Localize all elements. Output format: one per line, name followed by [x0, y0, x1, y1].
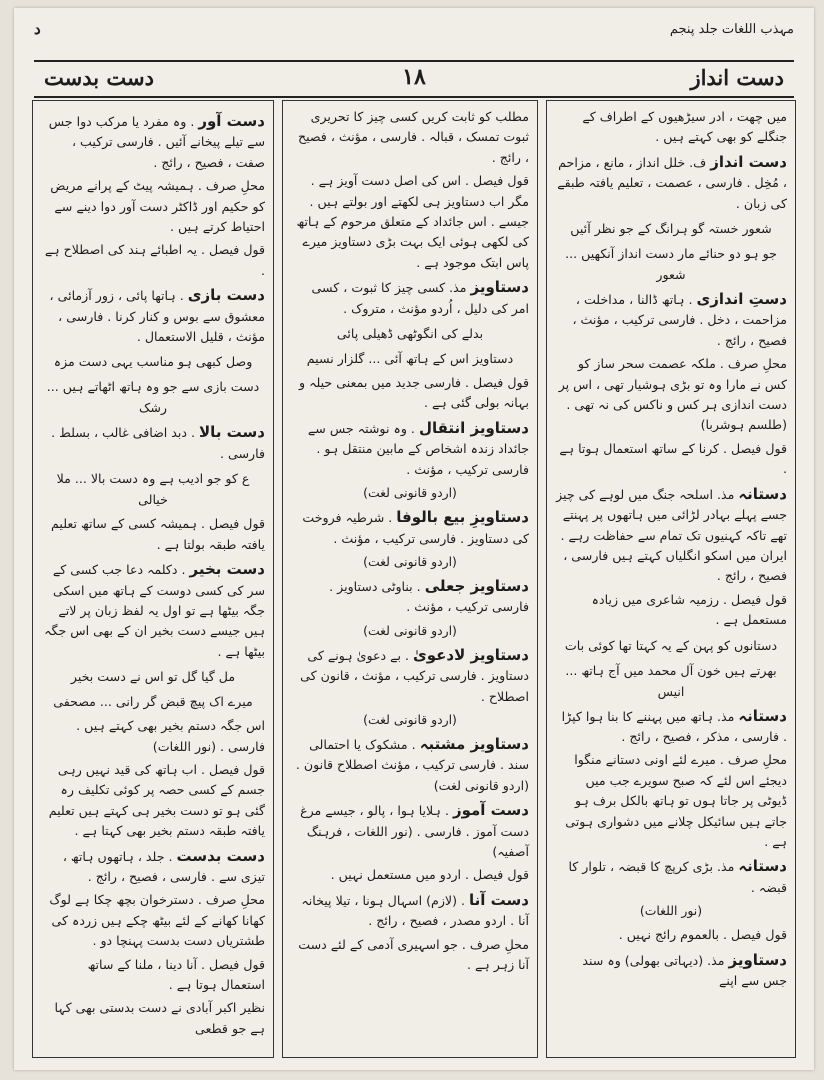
paragraph: محلِ صرف . جو اسہیری آدمی کے لئے دست آنا زہر ہے . — [298, 936, 529, 972]
dictionary-entry — [291, 800, 529, 862]
paragraph: قول فیصل . یہ اطبائے ہند کی اصطلاح ہے . — [44, 242, 265, 278]
paragraph: قول فیصل . کرنا کے ساتھ استعمال ہوتا ہے . — [559, 440, 787, 477]
dictionary-entry — [291, 507, 529, 549]
entry-headword: دست آموز — [452, 801, 529, 820]
dictionary-entry — [291, 277, 529, 319]
entry-definition: . (لازم) اسہال ہونا ، تیلا پیخانہ آنا . اردو مصدر ، فصیح ، رائج . — [301, 892, 529, 929]
dictionary-entry — [41, 846, 265, 888]
paragraph: محلِ صرف . ہمیشہ پیٹ کے پرانے مریض کو حکیم اور ڈاکٹر دست آور دوا دینے سے احتیاط کرتے ہیں . — [50, 178, 265, 235]
column-right — [546, 100, 796, 1058]
paragraph: قول فیصل . اس کی اصل دست آویز ہے . مگر اب دستاویز ہی لکھتے اور بولتے ہیں . جیسے . اس جائداد کے متعلق مرحوم کے ہاتھ کی لکھی ہوئی ایک بہت بڑی دستاویز میرے پاس ابتک موجود ہے . — [296, 173, 529, 270]
entry-headword: دستاویز مشتبہ — [419, 734, 529, 753]
entry-headword: دستانہ — [738, 857, 787, 876]
entry-headword: دست انداز — [710, 152, 787, 171]
running-head — [34, 14, 794, 54]
entry-headword: دست بخیر — [189, 560, 265, 579]
source-citation: (اردو قانونی لغت) — [363, 485, 457, 501]
entry-definition: . بے دعویٰ ہونے کی دستاویز . فارسی ترکیب ، مؤنث ، قانون کی اصطلاح . — [300, 647, 529, 704]
verse-line: دست بازی سے جو وہ ہاتھ اٹھاتے ہیں ... رشک — [46, 379, 260, 416]
paragraph: قول فیصل . فارسی جدید میں بمعنی حیلہ و بہانہ بولی گئی ہے . — [299, 375, 529, 411]
dictionary-entry — [291, 576, 529, 618]
entry-definition: . ہاتھا پائی ، زور آزمائی ، معشوق سے بوس و کنار کرنا . فارسی ، مؤنث ، قلیل الاستعمال . — [49, 288, 265, 345]
paragraph: مطلب کو ثابت کریں کسی چیز کا تحریری ثبوت تمسک ، قبالہ . فارسی ، مؤنث ، فصیح ، رائج . — [297, 109, 529, 165]
entry-definition: . دبد اضافی غالب ، بسلط . فارسی . — [51, 425, 265, 461]
entry-definition: . دکلمہ دعا جب کسی کے سر کی کسی دوست کے ہاتھ میں اسکی جگہ بیٹھا ہے تو اول یہ لفظ زبان پر لاتے ہیں جیسے دست بخیر ان کے بھی اس جگہ بیٹھا ہے . — [44, 562, 265, 659]
dictionary-entry — [555, 152, 787, 214]
paragraph: نظیر اکبر آبادی نے دست بدستی بھی کہا ہے جو قطعی — [54, 1000, 265, 1036]
verse-line: بھرتے ہیں خون آل محمد میں آج ہاتھ ... انیس — [565, 662, 777, 699]
verse-line: وصل کبھی ہو مناسب یہی دست مزہ — [53, 354, 253, 370]
paragraph: قول فیصل . آنا دینا ، ملنا کے ساتھ استعمال ہوتا ہے . — [87, 956, 265, 992]
entry-headword: دستانہ — [738, 706, 787, 725]
verse-line: میرے اک پیچ قبض گر رانی ... مصحفی — [53, 694, 253, 710]
verse-line: شعور خستہ گو ہرانگ کے جو نظر آئیں — [570, 221, 772, 237]
dictionary-entry — [291, 418, 529, 480]
verse-line: دستانوں کو پہن کے یہ کہتا تھا کوئی بات — [564, 637, 778, 653]
entry-headword: دستاویز — [470, 278, 529, 297]
paragraph: قول فیصل . اب ہاتھ کی قید نہیں رہی جسم کے کسی حصہ پر کوئی تکلیف رہ گئی ہو تو دست بخیر ہی کہتے ہیں تعلیم یافتہ طبقہ دستم بخیر بھی کہتا ہے . — [48, 761, 265, 839]
dictionary-entry — [291, 645, 529, 707]
dictionary-entry — [41, 285, 265, 347]
column-left — [32, 100, 274, 1058]
entry-definition: . وہ مفرد یا مرکب دوا جس سے تیلے پیخانے آئیں . فارسی ترکیب ، صفت ، فصیح ، رائج . — [48, 114, 265, 170]
paragraph: قول فیصل . بالعموم رائج نہیں . — [618, 927, 787, 943]
entry-headword: دست بدست — [176, 846, 265, 865]
paragraph: محلِ صرف . میرے لئے اونی دستانے منگوا دیجئے اس لئے کہ صبح سویرے جب میں ڈیوٹی پر جاتا ہوں تو ہاتھ بالکل برف ہو جاتے ہیں سائیکل چلانے میں دشواری ہوتی ہے . — [565, 752, 787, 849]
book-title: مہذب اللغات جلد پنجم — [669, 22, 794, 37]
entry-definition: مذ. بڑی کرپچ کا قبضہ ، تلوار کا قبضہ . — [568, 859, 787, 895]
entry-definition: مذ. اسلحہ جنگ میں لوہے کی چیز جسے پہلے بہادر لڑائی میں ہاتھوں پر پہنتے تھے تاکہ کہنیوں تک تمام سے حفاظت رہے . ایران میں اسکو انگلیاں کہتے ہیں فارسی ، فصیح ، رائج . — [556, 486, 787, 584]
dictionary-entry — [41, 559, 265, 662]
entry-definition: مذ. ہاتھ میں پہننے کا بنا ہوا کپڑا . فارسی ، مذکر ، فصیح ، رائج . — [561, 708, 787, 744]
dictionary-entry — [555, 484, 787, 587]
dictionary-entry — [41, 111, 265, 173]
paragraph: محلِ صرف . ملکہ عصمت سحر ساز کو کس نے مارا وہ تو بڑی ہوشیار تھی ، اس پر دست اندازی ہر کس و ناکس کی نہ تھی . (طلسم ہوشربا) — [558, 356, 787, 433]
source-citation: (اردو قانونی لغت) — [363, 553, 457, 569]
entry-definition: . جلد ، ہاتھوں ہاتھ ، تیزی سے . فارسی ، فصیح ، رائج . — [62, 848, 265, 884]
source-citation: (اردو قانونی لغت) — [363, 711, 457, 727]
dictionary-entry — [555, 289, 787, 351]
entry-definition: . بناوٹی دستاویز . فارسی ترکیب ، مؤنث . — [329, 578, 529, 615]
header-last-word: دست بدست — [44, 65, 154, 90]
entry-headword: دستِ اندازی — [696, 290, 787, 309]
source-citation: (نور اللغات) — [639, 903, 703, 919]
page-letter: د — [34, 20, 41, 38]
entry-definition: مذ. کسی چیز کا ثبوت ، کسی امر کی دلیل ، اُردو مؤنث ، متروک . — [311, 280, 529, 316]
dictionary-entry — [291, 734, 529, 796]
entry-headword: دستاویز لادعویٰ — [413, 645, 529, 664]
entry-headword: دست بالا — [199, 423, 265, 442]
entry-definition: . ہاتھ ڈالنا ، مداخلت ، مزاحمت ، دخل . فارسی ترکیب ، مؤنث ، فصیح ، رائج . — [572, 292, 787, 348]
paragraph: قول فیصل . رزمیہ شاعری میں زیادہ مستعمل ہے . — [591, 591, 787, 628]
column-middle — [282, 100, 538, 1058]
dictionary-entry — [555, 706, 787, 748]
dictionary-entry — [555, 950, 787, 992]
paragraph: قول فیصل . ہمیشہ کسی کے ساتھ تعلیم یافتہ طبقہ بولتا ہے . — [51, 516, 265, 552]
entry-headword: دستانہ — [738, 484, 787, 503]
source-citation: (اردو قانونی لغت) — [363, 622, 457, 638]
entry-definition: ف. خلل انداز ، مانع ، مزاحم ، مُخِل . فارسی ، عصمت ، تعلیم یافتہ طبقے کی زبان . — [557, 154, 787, 211]
verse-line: مل گیا گل تو اس نے دست بخیر — [70, 669, 236, 685]
entry-headword: دست بازی — [187, 286, 265, 305]
paragraph: قول فیصل . اردو میں مستعمل نہیں . — [330, 867, 529, 883]
verse-line: ع کو جو ادیب ہے وہ دست بالا ... ملا خیالی — [56, 471, 250, 508]
entry-definition: . شرطیہ فروخت کی دستاویز . فارسی ترکیب ، مؤنث . — [302, 510, 529, 546]
entry-definition: . وہ نوشتہ جس سے جائداد زندہ اشخاص کے مابین منتقل ہو . فارسی ترکیب ، مؤنث . — [307, 420, 529, 477]
entry-definition: . ہلایا ہوا ، پالو ، جیسے مرغ دست آموز . فارسی . (نور اللغات ، فرہنگ آصفیہ) — [300, 803, 529, 859]
verse-line: دستاویز اس کے ہاتھ آئی ... گلزار نسیم — [306, 351, 514, 367]
entry-headword: دست آور — [198, 112, 265, 130]
page-number: ۱۸ — [402, 64, 426, 90]
dictionary-entry — [41, 422, 265, 464]
page-header-bar — [34, 60, 794, 98]
dictionary-page — [14, 8, 814, 1070]
verse-line: بدلے کی انگوٹھی ڈھیلی پائی — [336, 326, 484, 342]
header-first-word: دست انداز — [690, 65, 784, 90]
entry-headword: دستاویز انتقال — [418, 418, 529, 437]
paragraph: اس جگہ دستم بخیر بھی کہتے ہیں . فارسی . (نور اللغات) — [76, 718, 265, 754]
entry-headword: دستاویزِ بیع بالوفا — [396, 508, 529, 527]
entry-headword: دستاویز — [728, 950, 787, 969]
dictionary-entry — [555, 856, 787, 898]
entry-definition: مذ. (دیہاتی بھولی) وہ سند جس سے اپنے — [582, 952, 787, 988]
entry-headword: دست آنا — [469, 890, 529, 909]
verse-line: جو ہو دو حنائے مار دست انداز آنکھیں ... شعور — [565, 246, 777, 283]
dictionary-entry — [291, 890, 529, 932]
entry-definition: . مشکوک یا احتمالی سند . فارسی ترکیب ، مؤنث اصطلاح قانون . (اردو قانونی لغت) — [295, 736, 529, 793]
entry-headword: دستاویز جعلی — [424, 576, 529, 595]
paragraph: محلِ صرف . دسترخوان بچھ چکا ہے لوگ کھانا کھانے کے لئے بیٹھ چکے ہیں زردہ کی طشتریاں دست بدست پہنچا دو . — [49, 892, 265, 949]
paragraph: میں چھت ، ادر سیڑھیوں کے اطراف کے جنگلے کو بھی کہتے ہیں . — [582, 109, 787, 145]
